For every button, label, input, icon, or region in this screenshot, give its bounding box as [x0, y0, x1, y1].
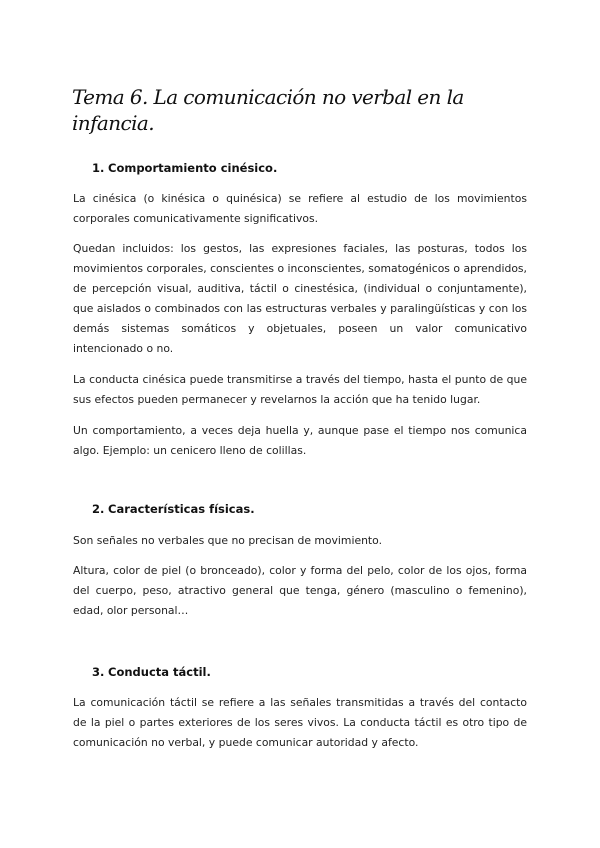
paragraph: Son señales no verbales que no precisan de movimiento.: [73, 534, 383, 547]
paragraph: Un comportamiento, a veces deja huella y, aunque pase el tiempo nos comunica algo. Ejemplo: un cenicero lleno de colillas.: [73, 424, 527, 457]
paragraph: La cinésica (o kinésica o quinésica) se refiere al estudio de los movimientos corporales comunicativamente significativos.: [73, 192, 527, 225]
section-1-title: Comportamiento cinésico.: [108, 161, 278, 175]
section-3-heading: [92, 664, 211, 680]
paragraph: La conducta cinésica puede transmitirse a través del tiempo, hasta el punto de que sus efectos pueden permanecer y revelarnos la acción que ha tenido lugar.: [73, 373, 527, 406]
page-title: Tema 6. La comunicación no verbal en la infancia.: [72, 85, 464, 135]
paragraph: Altura, color de piel (o bronceado), color y forma del pelo, color de los ojos, forma del cuerpo, peso, atractivo general que tenga, género (masculino o femenino), edad, olor personal…: [73, 564, 527, 617]
section-1-number: 1.: [92, 161, 105, 175]
section-2-heading: [92, 501, 255, 517]
paragraph: La comunicación táctil se refiere a las señales transmitidas a través del contacto de la piel o partes exteriores de los seres vivos. La conducta táctil es otro tipo de comunicación no verbal, y puede comunicar autoridad y afecto.: [73, 696, 527, 749]
section-3-number: 3.: [92, 665, 105, 679]
paragraph: Quedan incluidos: los gestos, las expresiones faciales, las posturas, todos los movimientos corporales, conscientes o inconscientes, somatogénicos o aprendidos, de percepción visual, auditiva, táctil o cinestésica, (individual o conjuntamente), que aislados o combinados con las estructuras verbales y paralingüísticas y con los demás sistemas somáticos y objetuales, poseen un valor comunicativo intencionado o no.: [73, 242, 527, 355]
section-1-heading: [92, 160, 277, 176]
section-2-number: 2.: [92, 502, 105, 516]
section-3-title: Conducta táctil.: [108, 665, 211, 679]
section-2-title: Características físicas.: [108, 502, 255, 516]
